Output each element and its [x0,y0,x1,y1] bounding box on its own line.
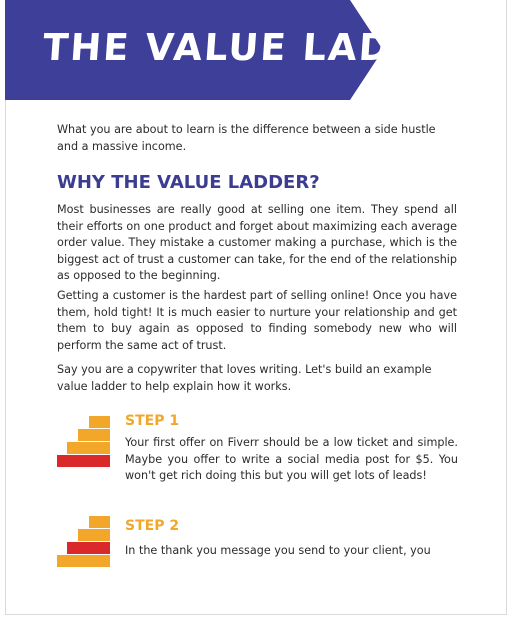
intro-paragraph: What you are about to learn is the difference between a side hustle and a massive income. [57,123,436,153]
section-heading: WHY THE VALUE LADDER? [57,172,320,193]
step-1-block [57,410,458,500]
body-paragraph-1: Most businesses are really good at selling one item. They spend all their efforts on one product and forget about maximizing each average order value. They mistake a customer making a purchase, which is the biggest act of trust a customer can take, for the end of the relationship as opposed to the beginning. [57,203,457,282]
step-2-text: In the thank you message you send to your client, you [125,544,431,557]
title-banner [5,0,484,100]
ladder-step-1-icon [57,416,113,468]
step-2-label: STEP 2 [125,518,180,534]
step-1-label: STEP 1 [125,413,180,429]
body-paragraph-2: Getting a customer is the hardest part of selling online! Once you have them, hold tight! It is much easier to nurture your relationship and get them to buy again as opposed to finding somebody new who will perform the same act of trust. [57,289,457,352]
page-title: THE VALUE LADDER [41,26,484,69]
ladder-step-2-icon [57,516,113,568]
step-1-text: Your first offer on Fiverr should be a low ticket and simple. Maybe you offer to write a social media post for $5. You won't get rich doing this but you will get lots of leads! [125,436,458,482]
body-paragraph-3: Say you are a copywriter that loves writing. Let's build an example value ladder to help explain how it works. [57,363,432,393]
step-2-block [57,516,458,572]
